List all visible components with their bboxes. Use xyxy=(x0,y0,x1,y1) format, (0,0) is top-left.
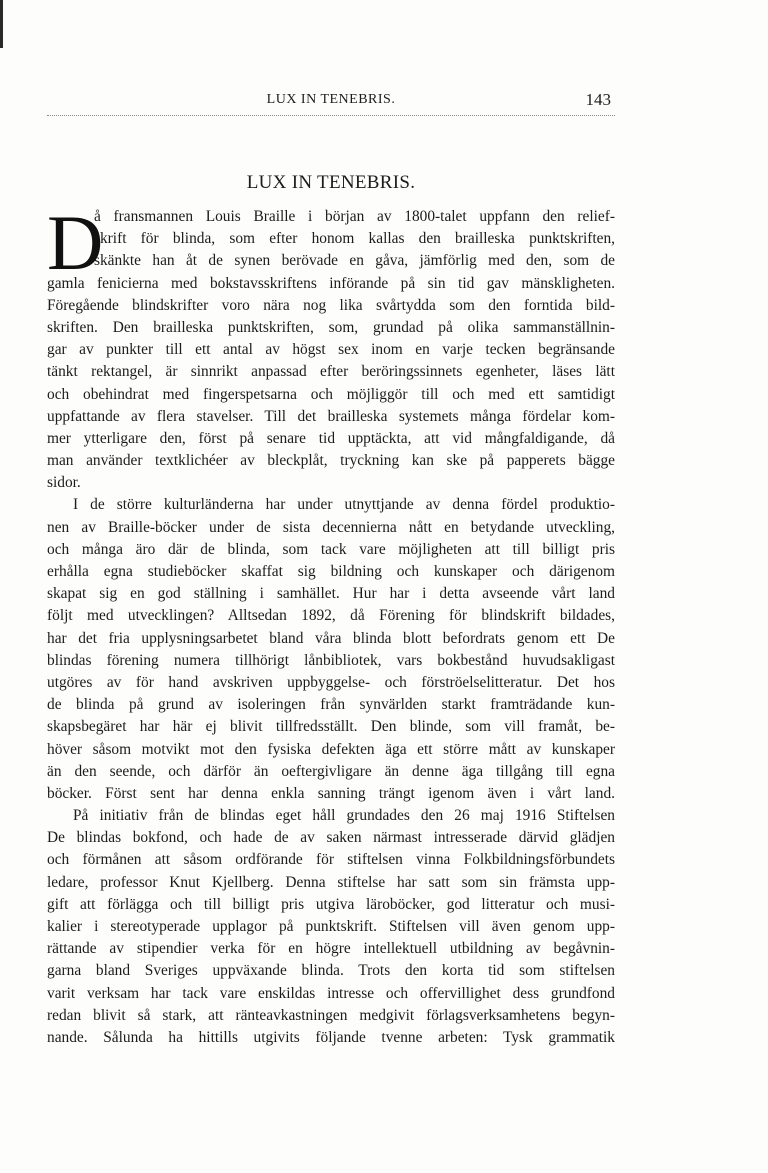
text-line: utgöres av för hand avskriven uppbyggelse- och förströelselitteratur. Det hos xyxy=(47,673,615,691)
text-line: och förmånen att såsom ordförande för stiftelsen vinna Folkbildningsförbundets xyxy=(47,851,615,869)
text-line: ledare, professor Knut Kjellberg. Denna stiftelse har satt som sin främsta upp- xyxy=(47,873,615,891)
text-line: än den seende, och därför än oeftergivligare än denne äga tillgång till egna xyxy=(47,762,615,780)
text-line: följt med utvecklingen? Alltsedan 1892, då Förening för blindskrift bildades, xyxy=(47,607,615,625)
article-title: LUX IN TENEBRIS. xyxy=(246,172,416,193)
text-line: sidor. xyxy=(47,474,81,492)
text-line: Föregående blindskrifter voro nära nog lika svårtydda som den forntida bild- xyxy=(47,296,615,314)
text-line: och många äro där de blinda, som tack vare möjligheten att till billigt pris xyxy=(47,540,615,558)
text-line: höver såsom motvikt mot den fysiska defekten äga ett större mått av kunskaper xyxy=(47,740,615,758)
text-line: tänkt rektangel, är sinnrikt anpassad efter beröringssinnets egenheter, läses lätt xyxy=(47,363,615,381)
text-line: skrift för blinda, som efter honom kallas den brailleska punktskriften, xyxy=(94,230,615,248)
text-line: blindas förening numera tillhörigt lånbibliotek, vars bokbestånd huvudsakligast xyxy=(47,651,615,669)
text-line: erhålla egna studieböcker skaffat sig bildning och kunskaper och därigenom xyxy=(47,563,615,580)
text-line: kalier i stereotyperade upplagor på punktskrift. Stiftelsen vill även genom upp- xyxy=(47,918,615,935)
text-line: gar av punkter till ett antal av högst sex inom en varje tecken begränsande xyxy=(47,341,615,359)
page-number: 143 xyxy=(585,90,611,109)
text-line: rättande av stipendier verka för en högre intellektuell utbildning av begåvnin- xyxy=(47,940,615,958)
header-rule xyxy=(47,115,615,116)
text-line: de blinda på grund av isoleringen från synvärlden starkt framträdande kun- xyxy=(47,696,615,714)
running-title: LUX IN TENEBRIS. xyxy=(266,92,396,107)
text-line: redan blivit så stark, att ränteavkastningen medgivit förlagsverksamhetens begyn- xyxy=(47,1006,615,1024)
text-line: gamla fenicierna med bokstavsskriftens införande på sin tid gav mänskligheten. xyxy=(47,274,615,292)
text-line: nande. Sålunda ha hittills utgivits följande tvenne arbeten: Tysk grammatik xyxy=(47,1028,615,1046)
drop-cap: D xyxy=(47,199,104,286)
text-line: skriften. Den brailleska punktskriften, som, grundad på olika sammanställnin- xyxy=(47,318,615,336)
article-body xyxy=(47,199,615,1049)
text-line: mer ytterligare den, först på senare tid upptäckta, att vid mångfaldigande, då xyxy=(47,429,615,447)
text-line: böcker. Först sent har denna enkla sanning trängt igenom även i vårt land. xyxy=(47,784,615,802)
text-line: skapat sig en god ställning i samhället. Hur har i detta avseende vårt land xyxy=(47,585,615,603)
page-edge-mark xyxy=(0,0,3,48)
text-line: har det fria upplysningsarbetet bland våra blinda blott befordrats genom ett De xyxy=(47,629,615,647)
text-line: man använder textklichéer av bleckplåt, tryckning kan ske på papperets bägge xyxy=(47,452,615,470)
text-line: gift att förlägga och till billigt pris utgiva läroböcker, god litteratur och musi- xyxy=(47,895,615,913)
text-line: nen av Braille-böcker under de sista decennierna nått en betydande utveckling, xyxy=(47,518,615,536)
text-line: På initiativ från de blindas eget håll grundades den 26 maj 1916 Stiftelsen xyxy=(73,807,615,825)
text-line: I de större kulturländerna har under utnyttjande av denna fördel produktio- xyxy=(73,496,615,514)
text-line: skapsbegäret har här ej blivit tillfredsställt. Den blinde, som vill framåt, be- xyxy=(47,718,615,736)
text-line: varit verksam har tack vare enskildas intresse och offervillighet dess grundfond xyxy=(47,984,615,1002)
text-line: skänkte han åt de synen berövade en gåva, jämförlig med den, som de xyxy=(94,252,615,270)
text-line: uppfattande av flera stavelser. Till det brailleska systemets många fördelar kom- xyxy=(47,407,615,425)
text-line: och obehindrat med fingerspetsarna och möjliggör till och med ett samtidigt xyxy=(47,385,615,403)
running-head xyxy=(47,88,615,112)
text-line: garna bland Sveriges uppväxande blinda. Trots den korta tid som stiftelsen xyxy=(47,962,615,980)
text-line: De blindas bokfond, och hade de av saken närmast intresserade därvid glädjen xyxy=(47,829,615,847)
text-line: å fransmannen Louis Braille i början av 1800-talet uppfann den relief- xyxy=(94,208,615,225)
